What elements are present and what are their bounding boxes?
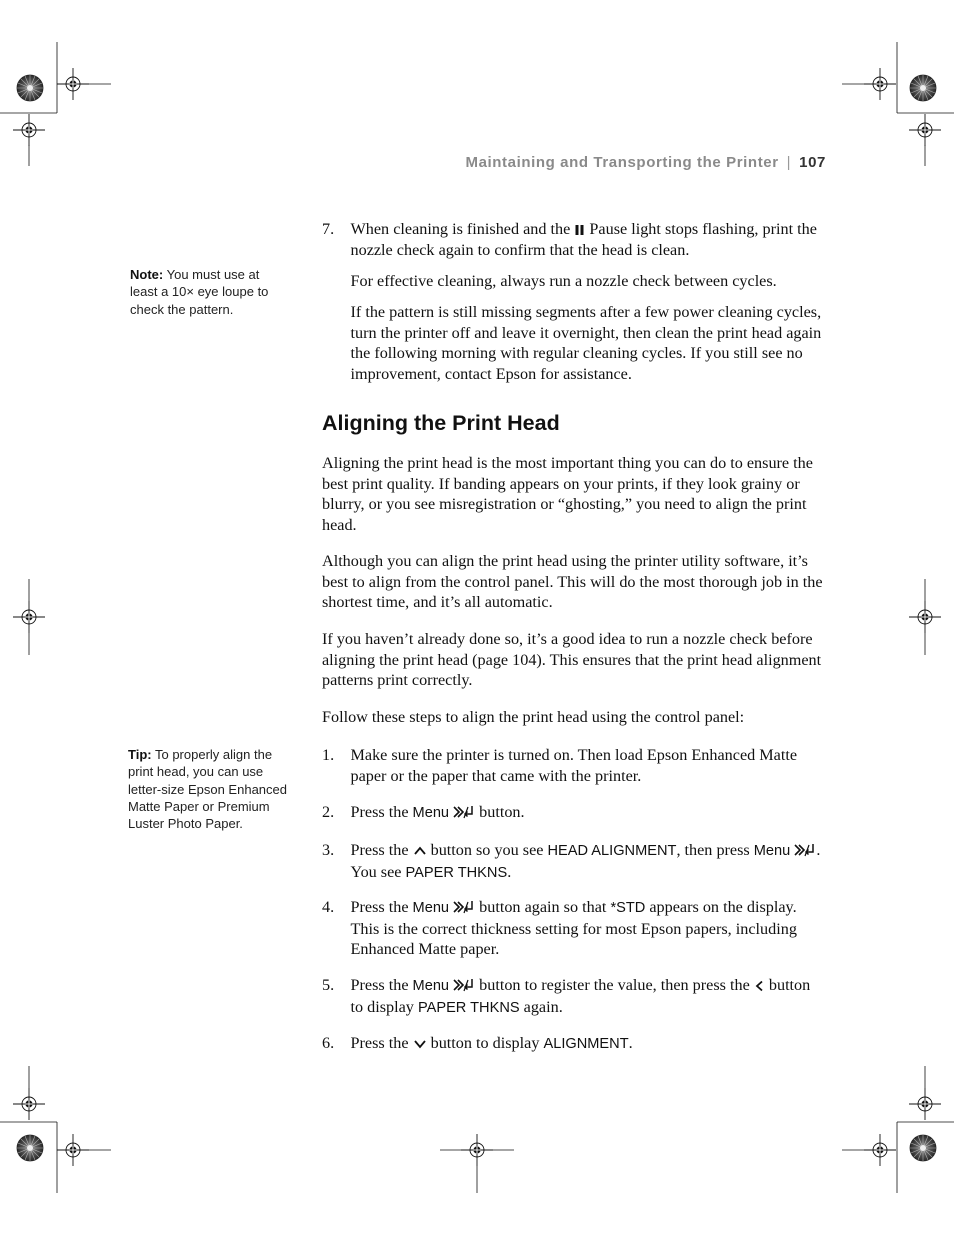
section-heading: Aligning the Print Head bbox=[322, 411, 560, 435]
step-text: Press the bbox=[350, 841, 409, 859]
paragraph: If the pattern is still missing segments after a few power cleaning cycles, turn the printer off and leave it overnight, then clean the print head again the following morning with regular cleaning cycles. If you still see no improvement, contact Epson for assistance. bbox=[350, 303, 822, 383]
step-text: button so you see bbox=[430, 841, 544, 859]
pause-icon bbox=[574, 224, 585, 236]
step-text: . You see bbox=[350, 841, 821, 881]
lcd-text: PAPER THKNS bbox=[405, 864, 508, 881]
page-number: 107 bbox=[799, 154, 826, 171]
registration-mark-icon bbox=[909, 601, 941, 633]
step-text: button again so that bbox=[479, 898, 607, 916]
paragraph: Although you can align the print head using the printer utility software, it’s best to align from the control panel. This will do the most thorough job in the shortest time, and it’s all automatic. bbox=[322, 552, 823, 611]
step-7-paragraph bbox=[351, 271, 827, 292]
step-text: Press the bbox=[350, 976, 409, 994]
step-7 bbox=[322, 219, 826, 260]
lcd-text: *STD bbox=[610, 900, 646, 916]
menu-button-label: Menu bbox=[753, 843, 791, 859]
note-sidebar bbox=[130, 266, 290, 318]
menu-enter-icon bbox=[453, 900, 475, 914]
registration-mark-icon bbox=[909, 114, 941, 146]
step-number: 6. bbox=[322, 1034, 335, 1052]
menu-button-label: Menu bbox=[412, 805, 450, 821]
menu-button-label: Menu bbox=[412, 978, 450, 994]
body-paragraph bbox=[322, 629, 826, 691]
registration-mark-icon bbox=[864, 1134, 896, 1166]
step-7-paragraph bbox=[351, 302, 827, 384]
step-2 bbox=[322, 802, 826, 824]
lcd-text: PAPER THKNS bbox=[417, 999, 520, 1016]
paragraph: For effective cleaning, always run a nozzle check between cycles. bbox=[350, 272, 777, 290]
step-text: . bbox=[507, 862, 512, 881]
registration-mark-icon bbox=[461, 1134, 493, 1166]
step-number: 5. bbox=[322, 976, 335, 994]
down-arrow-icon bbox=[413, 1038, 427, 1050]
color-target-icon bbox=[17, 75, 43, 101]
color-target-icon bbox=[17, 1135, 43, 1161]
step-text: Press the bbox=[350, 898, 409, 916]
registration-mark-icon bbox=[57, 68, 89, 100]
step-text: When cleaning is finished and the bbox=[350, 220, 571, 238]
color-target-icon bbox=[910, 75, 936, 101]
registration-mark-icon bbox=[909, 1088, 941, 1120]
step-5 bbox=[322, 975, 826, 1018]
step-text: Press the bbox=[350, 803, 409, 821]
step-6 bbox=[322, 1033, 826, 1055]
registration-mark-icon bbox=[13, 114, 45, 146]
body-paragraph bbox=[322, 551, 826, 613]
tip-label: Tip: bbox=[128, 747, 152, 762]
step-text: Make sure the printer is turned on. Then load Epson Enhanced Matte paper or the paper that came with the printer. bbox=[350, 746, 798, 785]
paragraph: Follow these steps to align the print head using the control panel: bbox=[322, 708, 745, 726]
menu-enter-icon bbox=[453, 805, 475, 819]
body-paragraph bbox=[322, 453, 826, 535]
registration-mark-icon bbox=[13, 601, 45, 633]
step-text: button to display bbox=[350, 976, 811, 1016]
lcd-text: ALIGNMENT bbox=[543, 1036, 629, 1052]
step-text: button. bbox=[479, 803, 525, 821]
step-3 bbox=[322, 840, 826, 883]
step-number: 2. bbox=[322, 803, 335, 821]
registration-mark-icon bbox=[864, 68, 896, 100]
tip-text: To properly align the print head, you can use letter-size Epson Enhanced Matte Paper or Premium Luster Photo Paper. bbox=[128, 747, 287, 832]
step-text: Press the bbox=[350, 1034, 409, 1052]
tip-sidebar bbox=[128, 746, 290, 832]
registration-mark-icon bbox=[13, 1088, 45, 1120]
body-paragraph bbox=[322, 707, 826, 728]
note-label: Note: bbox=[130, 267, 164, 282]
step-1 bbox=[322, 745, 826, 786]
step-number: 3. bbox=[322, 841, 335, 859]
step-number: 7. bbox=[322, 220, 335, 238]
step-text: again. bbox=[523, 997, 563, 1016]
paragraph: Aligning the print head is the most important thing you can do to ensure the best print quality. If banding appears on your prints, if they look grainy or blurry, or you see misregistration or “ghosting,” you need to align the print head. bbox=[322, 454, 813, 534]
step-text: , then press bbox=[676, 841, 750, 859]
step-text: . bbox=[628, 1034, 633, 1052]
lcd-text: HEAD ALIGNMENT bbox=[547, 843, 677, 859]
paragraph: If you haven’t already done so, it’s a good idea to run a nozzle check before aligning the print head (page 104). This ensures that the print head alignment patterns print correctly. bbox=[322, 630, 822, 689]
step-text: appears on the display. This is the correct thickness setting for most Epson papers, including Enhanced Matte paper. bbox=[350, 898, 797, 958]
running-header bbox=[400, 154, 826, 171]
menu-enter-icon bbox=[794, 843, 816, 857]
note-text: You must use at least a 10× eye loupe to check the pattern. bbox=[130, 267, 269, 317]
up-arrow-icon bbox=[413, 845, 427, 857]
chapter-title: Maintaining and Transporting the Printer bbox=[465, 154, 779, 171]
left-arrow-icon bbox=[754, 980, 765, 992]
menu-enter-icon bbox=[453, 978, 475, 992]
step-text: button to display bbox=[430, 1034, 540, 1052]
step-number: 1. bbox=[322, 746, 335, 764]
color-target-icon bbox=[910, 1135, 936, 1161]
step-text: Pause light stops flashing, print the nozzle check again to confirm that the head is clean. bbox=[350, 220, 817, 259]
header-separator: | bbox=[786, 154, 792, 171]
registration-mark-icon bbox=[57, 1134, 89, 1166]
step-text: button to register the value, then press the bbox=[479, 976, 750, 994]
step-number: 4. bbox=[322, 898, 335, 916]
step-4 bbox=[322, 897, 826, 960]
menu-button-label: Menu bbox=[412, 900, 450, 916]
